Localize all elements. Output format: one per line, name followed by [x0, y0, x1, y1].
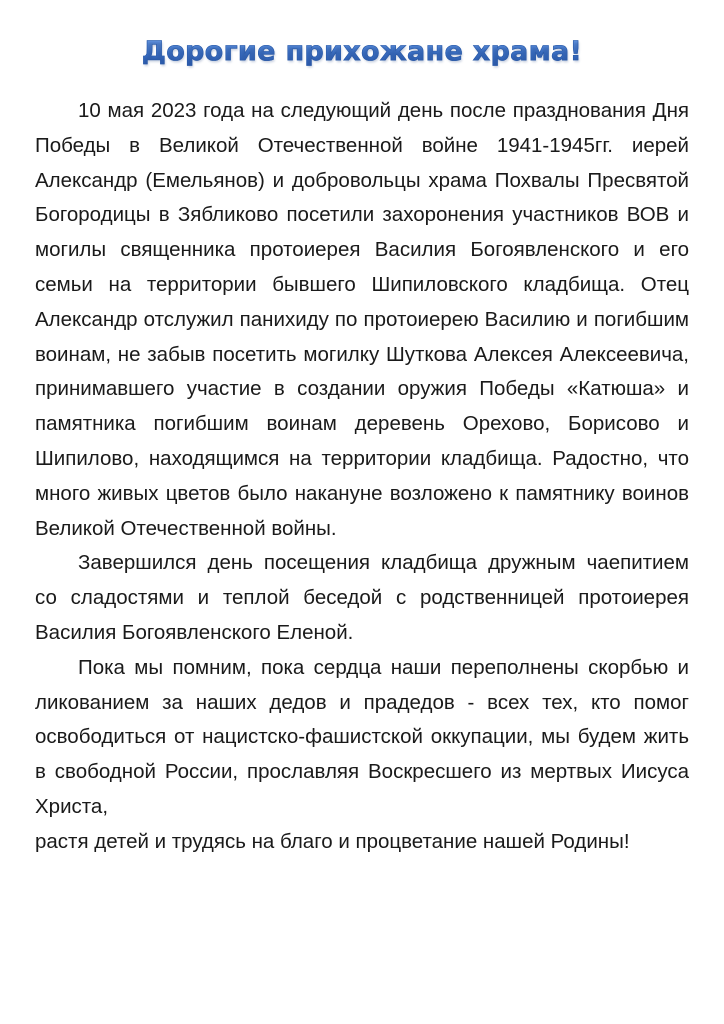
paragraph-tea: Завершился день посещения кладбища дружным чаепитием со сладостями и теплой беседой с родственницей протоиерея Василия Богоявленского Еленой. — [35, 551, 689, 644]
paragraph-closing: растя детей и трудясь на благо и процветание нашей Родины! — [35, 829, 630, 853]
paragraph-memory: Пока мы помним, пока сердца наши переполнены скорбью и ликованием за наших дедов и прадедов - всех тех, кто помог освободиться от нацистско-фашистской оккупации, мы будем жить в свободной России, прославляя Воскресшего из мертвых Иисуса Христа, — [35, 655, 689, 818]
paragraph-visit: 10 мая 2023 года на следующий день после празднования Дня Победы в Великой Отечественной войне 1941-1945гг. иерей Александр (Емельянов) и добровольцы храма Похвалы Пресвятой Богородицы в Зябликово посетили захоронения участников ВОВ и могилы священника протоиерея Василия Богоявленского и его семьи на территории бывшего Шипиловского кладбища. Отец Александр отслужил панихиду по протоиерею Василию и погибшим воинам, не забыв посетить могилку Шуткова Алексея Алексеевича, принимавшего участие в создании оружия Победы «Катюша» и памятника погибшим воинам деревень Орехово, Борисово и Шипилово, находящимся на территории кладбища. Радостно, что много живых цветов было накануне возложено к памятнику воинов Великой Отечественной войны. — [35, 99, 689, 540]
document-body — [35, 94, 689, 860]
document-title: Дорогие прихожане храма! — [0, 36, 724, 67]
